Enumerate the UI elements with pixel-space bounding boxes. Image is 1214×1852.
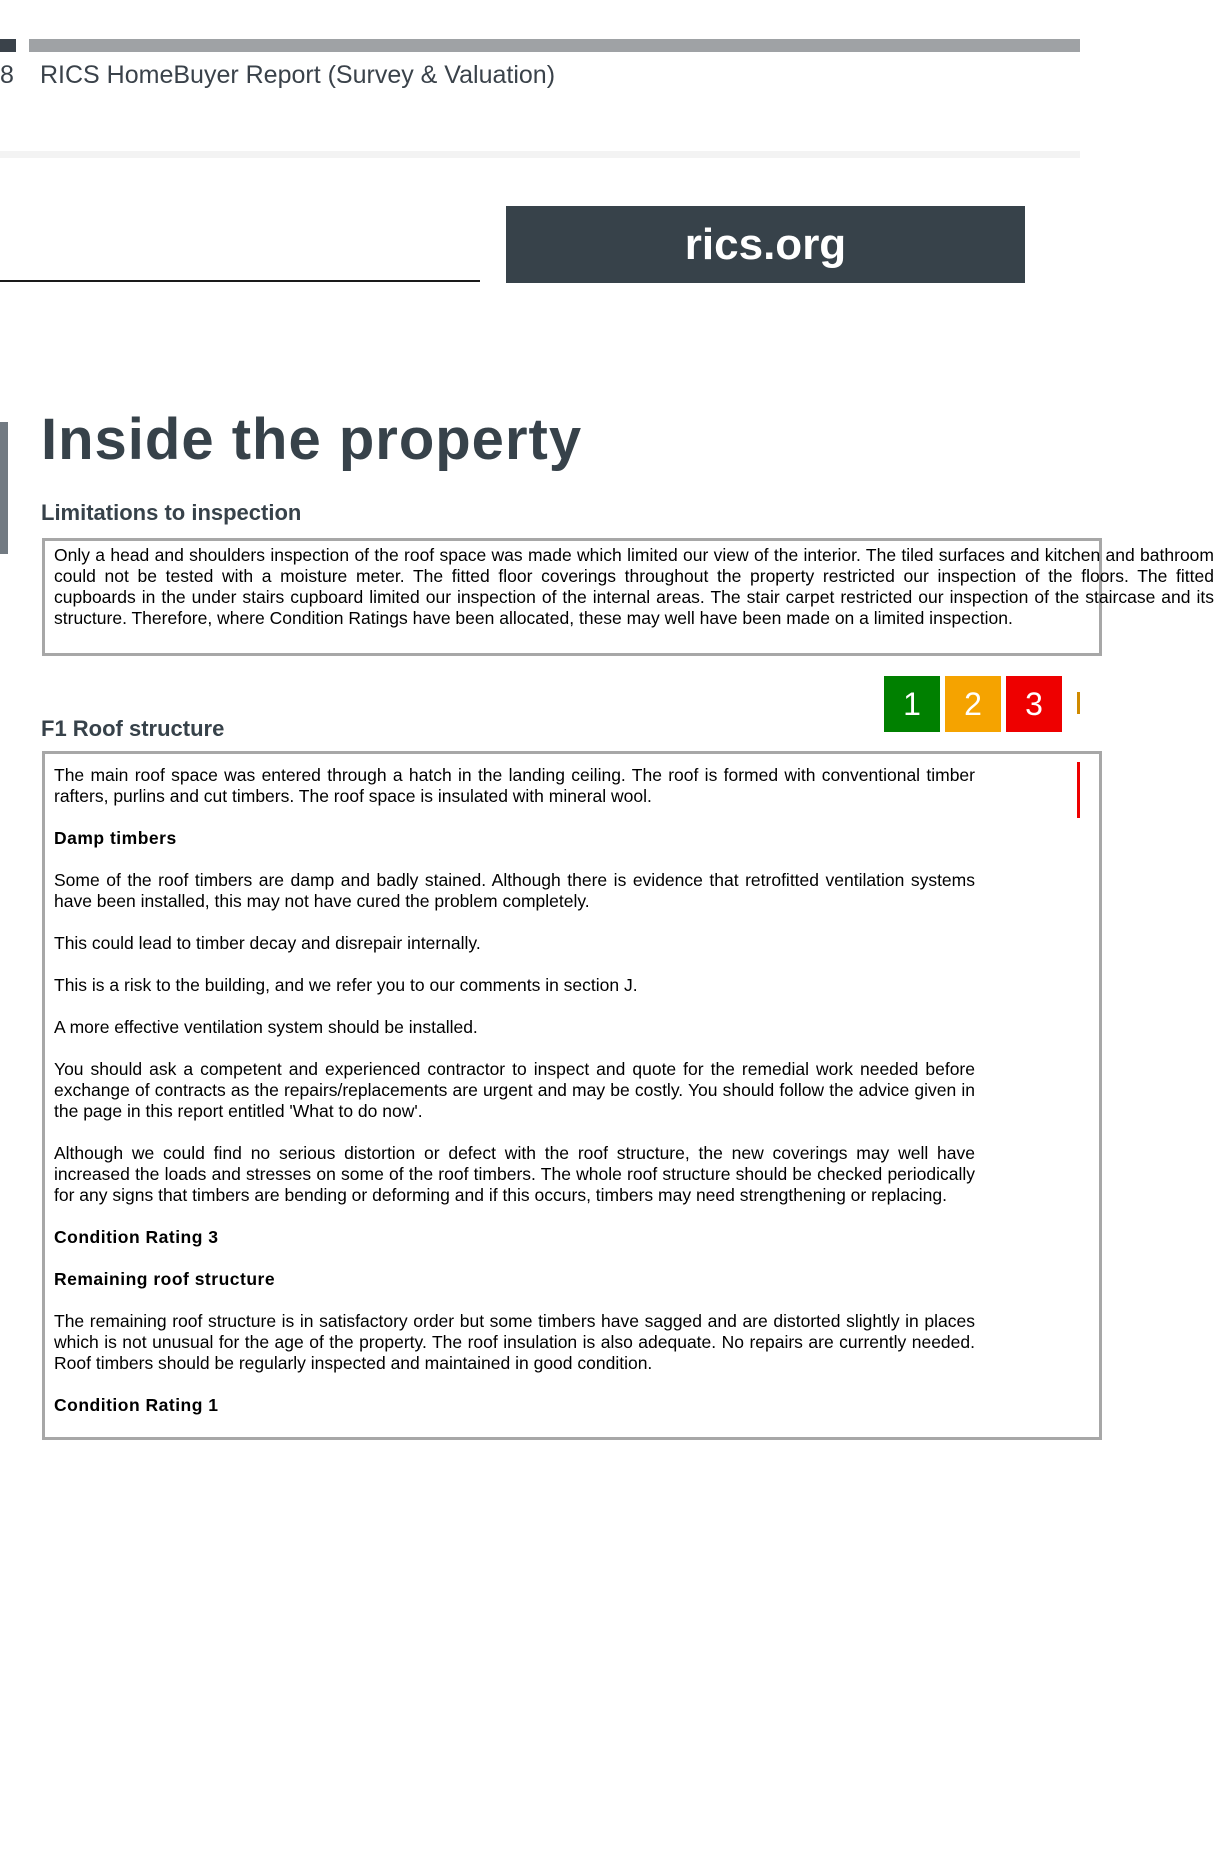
- rics-link[interactable]: rics.org: [684, 219, 847, 269]
- f1-paragraph: A more effective ventilation system should be installed.: [54, 1017, 478, 1037]
- condition-rating-key: [884, 676, 1067, 732]
- f1-heading: F1 Roof structure: [41, 716, 225, 741]
- f1-subheading: Remaining roof structure: [54, 1269, 276, 1289]
- f1-paragraph: Although we could find no serious distortion or defect with the roof structure, the new coverings may well have increased the loads and stresses on some of the roof timbers. The whole roof structure should be checked periodically for any signs that timbers are bending or deforming and if this occurs, timbers may need strengthening or replacing.: [54, 1143, 975, 1205]
- limitations-heading: Limitations to inspection: [41, 500, 302, 525]
- page-number: 8: [0, 61, 14, 89]
- rating-ni-badge-edge: [1077, 692, 1080, 714]
- f1-paragraph: This is a risk to the building, and we refer you to our comments in section J.: [54, 975, 638, 995]
- rating-2-badge: 2: [945, 676, 1001, 732]
- header-rule: [29, 39, 1080, 52]
- f1-paragraphs: [54, 765, 975, 1416]
- f1-rating-marker: [1077, 762, 1080, 818]
- f1-subheading: Condition Rating 1: [54, 1395, 219, 1415]
- section-title: Inside the property: [41, 407, 583, 472]
- limitations-box: [42, 538, 1214, 656]
- f1-content-box: [42, 751, 1102, 1440]
- f1-paragraph: The remaining roof structure is in satisfactory order but some timbers have sagged and are distorted slightly in places which is not unusual for the age of the property. The roof insulation is also adequate. No repairs are currently needed. Roof timbers should be regularly inspected and maintained in good condition.: [54, 1311, 975, 1373]
- rics-banner[interactable]: [506, 206, 1025, 283]
- f1-paragraph: You should ask a competent and experienced contractor to inspect and quote for the remedial work needed before exchange of contracts as the repairs/replacements are urgent and may be costly. You should follow the advice given in the page in this report entitled 'What to do now'.: [54, 1059, 975, 1121]
- f1-paragraph: This could lead to timber decay and disrepair internally.: [54, 933, 481, 953]
- running-title: RICS HomeBuyer Report (Survey & Valuation): [40, 61, 556, 89]
- section-marker-bar: [0, 422, 8, 554]
- f1-paragraph: Some of the roof timbers are damp and badly stained. Although there is evidence that retrofitted ventilation systems have been installed, this may not have cured the problem completely.: [54, 870, 975, 911]
- f1-subheading: Condition Rating 3: [54, 1227, 219, 1247]
- rating-3-badge: 3: [1006, 676, 1062, 732]
- f1-paragraph: The main roof space was entered through a hatch in the landing ceiling. The roof is formed with conventional timber rafters, purlins and cut timbers. The roof space is insulated with mineral wool.: [54, 765, 975, 806]
- f1-subheading: Damp timbers: [54, 828, 177, 848]
- limitations-text: Only a head and shoulders inspection of the roof space was made which limited our view of the interior. The tiled surfaces and kitchen and bathroom could not be tested with a moisture meter. The fitted floor coverings throughout the property restricted our inspection of the floors. The fitted cupboards in the under stairs cupboard limited our inspection of the internal areas. The stair carpet restricted our inspection of the staircase and its structure. Therefore, where Condition Ratings have been allocated, these may well have been made on a limited inspection.: [54, 545, 1214, 628]
- rating-1-badge: 1: [884, 676, 940, 732]
- footer-rule: [0, 280, 480, 282]
- page-divider: [0, 151, 1080, 158]
- header-accent-block: [0, 39, 16, 52]
